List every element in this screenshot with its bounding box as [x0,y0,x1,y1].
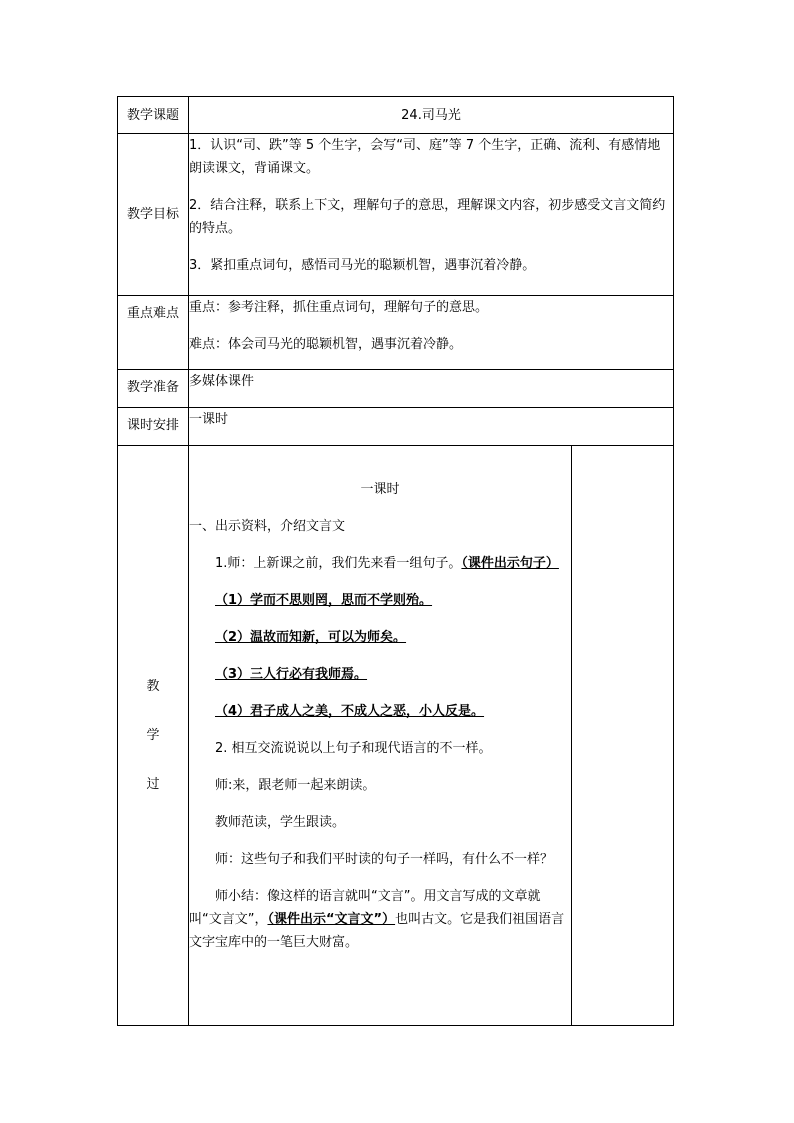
paragraph-6-note: （课件出示“文言文”） [267,912,396,927]
schedule-label: 课时安排 [118,408,189,446]
process-heading: 一课时 [360,482,400,497]
prep-value: 多媒体课件 [189,370,674,408]
process-content [189,446,572,1026]
row-process [118,446,674,1026]
row-topic [118,97,674,134]
section-heading: 一、出示资料，介绍文言文 [189,519,346,534]
paragraph-6-text-a: 师小结：像这样的语言就叫“文言”。用文言写成的文章就叫“文言文”， [189,889,541,927]
process-notes-column [572,446,674,1026]
goal-item-2: 2．结合注释，联系上下文，理解句子的意思，理解课文内容，初步感受文言文简约的特点。 [189,198,666,236]
row-prep [118,370,674,408]
sentence-3: （3）三人行必有我师焉。 [215,667,368,682]
paragraph-6 [189,885,571,954]
prep-label: 教学准备 [118,370,189,408]
paragraph-6-text-b: 也叫古文。它是我们祖国语言文字宝库中的一笔巨大财富。 [189,912,565,950]
difficult-point-text: 难点：体会司马光的聪颖机智，遇事沉着冷静。 [189,337,463,352]
key-points-cell [189,296,674,370]
paragraph-1-text: 1.师：上新课之前，我们先来看一组句子。 [215,556,462,571]
paragraph-1 [189,552,571,575]
topic-label: 教学课题 [118,97,189,134]
schedule-value: 一课时 [189,408,674,446]
sentence-1: （1）学而不思则罔，思而不学则殆。 [215,593,433,608]
row-schedule [118,408,674,446]
paragraph-2: 2. 相互交流说说以上句子和现代语言的不一样。 [215,741,492,756]
row-key-points [118,296,674,370]
lesson-plan-table [117,96,674,1026]
sentence-4: （4）君子成人之美，不成人之恶，小人反是。 [215,704,485,719]
key-points-label: 重点难点 [118,296,189,370]
sentence-2: （2）温故而知新，可以为师矣。 [215,630,407,645]
process-label [118,446,189,1026]
goals-cell [189,134,674,296]
process-label-char-2: 学 [146,728,160,743]
lesson-title: 24.司马光 [189,97,674,134]
goal-item-1: 1．认识“司、跌”等 5 个生字，会写“司、庭”等 7 个生字，正确、流利、有感情地朗读课文，背诵课文。 [189,138,661,176]
paragraph-5: 师：这些句子和我们平时读的句子一样吗，有什么不一样？ [215,852,554,867]
key-point-text: 重点：参考注释，抓住重点词句，理解句子的意思。 [189,300,489,315]
process-label-char-3: 过 [146,777,160,792]
goal-item-3: 3．紧扣重点词句，感悟司马光的聪颖机智，遇事沉着冷静。 [189,258,536,273]
process-label-char-1: 教 [146,679,160,694]
goals-label: 教学目标 [118,134,189,296]
paragraph-3: 师:来，跟老师一起来朗读。 [215,778,376,793]
paragraph-1-note: （课件出示句子） [461,556,559,571]
row-goals [118,134,674,296]
paragraph-4: 教师范读，学生跟读。 [215,815,346,830]
